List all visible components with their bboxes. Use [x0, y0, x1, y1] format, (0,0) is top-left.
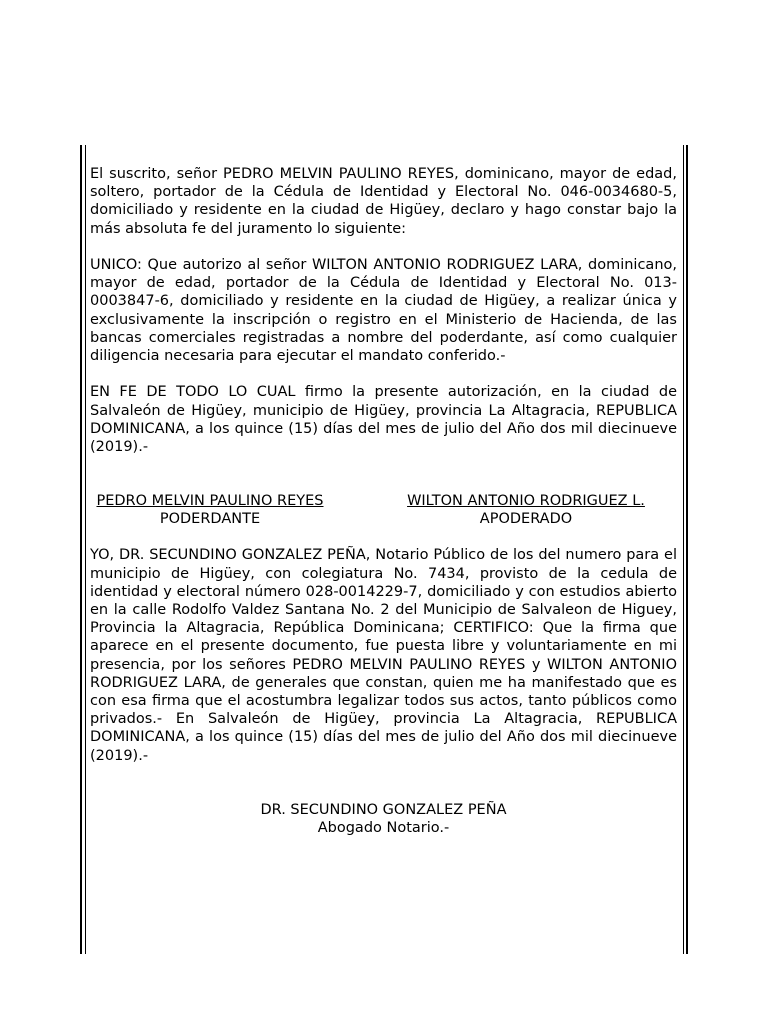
grantor-signature-block: [90, 492, 330, 528]
grantor-name: PEDRO MELVIN PAULINO REYES: [96, 493, 324, 510]
attorney-role: APODERADO: [479, 511, 573, 528]
left-border-rule-inner: [85, 145, 86, 954]
grantor-role: PODERDANTE: [159, 511, 261, 528]
right-border-rule-outer: [686, 145, 688, 954]
notary-title: Abogado Notario.-: [317, 820, 450, 837]
signing-place-date-paragraph: EN FE DE TODO LO CUAL firmo la presente autorización, en la ciudad de Salvaleón de Higüey, municipio de Higüey, provincia La Altagracia, REPUBLICA DOMINICANA, a los quince (15) días del mes de julio del Año dos mil diecinueve (2019).-: [90, 384, 677, 456]
notary-certification-paragraph: YO, DR. SECUNDINO GONZALEZ PEÑA, Notario Público de los del numero para el municipio de Higüey, con colegiatura No. 7434, provisto de la cedula de identidad y electoral número 028-0014229-7, domiciliado y con estudios abierto en la calle Rodolfo Valdez Santana No. 2 del Municipio de Salvaleon de Higuey, Provincia la Altagracia, República Dominicana; CERTIFICO: Que la firma que aparece en el presente documento, fue puesta libre y voluntariamente en mi presencia, por los señores PEDRO MELVIN PAULINO REYES y WILTON ANTONIO RODRIGUEZ LARA, de generales que constan, quien me ha manifestado que es con esa firma que el acostumbra legalizar todos sus actos, tanto públicos como privados.- En Salvaleón de Higüey, provincia La Altagracia, REPUBLICA DOMINICANA, a los quince (15) días del mes de julio del Año dos mil diecinueve (2019).-: [90, 547, 677, 764]
notary-name: DR. SECUNDINO GONZALEZ PEÑA: [260, 801, 507, 818]
left-border-rule-outer: [80, 145, 82, 954]
declaration-paragraph: El suscrito, señor PEDRO MELVIN PAULINO REYES, dominicano, mayor de edad, soltero, portador de la Cédula de Identidad y Electoral No. 046-0034680-5, domiciliado y residente en la ciudad de Higüey, declaro y hago constar bajo la más absoluta fe del juramento lo siguiente:: [90, 166, 677, 237]
attorney-name: WILTON ANTONIO RODRIGUEZ L.: [407, 493, 645, 510]
authorization-paragraph: UNICO: Que autorizo al señor WILTON ANTONIO RODRIGUEZ LARA, dominicano, mayor de edad, portador de la Cédula de Identidad y Electoral No. 013-0003847-6, domiciliado y residente en la ciudad de Higüey, a realizar única y exclusivamente la inscripción o registro en el Ministerio de Hacienda, de las bancas comerciales registradas a nombre del poderdante, así como cualquier diligencia necesaria para ejecutar el mandato conferido.-: [90, 257, 677, 365]
attorney-signature-block: [402, 492, 650, 528]
signature-row: [90, 492, 677, 528]
right-border-rule-inner: [683, 145, 684, 954]
document-body: [90, 165, 677, 837]
notary-signature-block: [90, 801, 677, 837]
